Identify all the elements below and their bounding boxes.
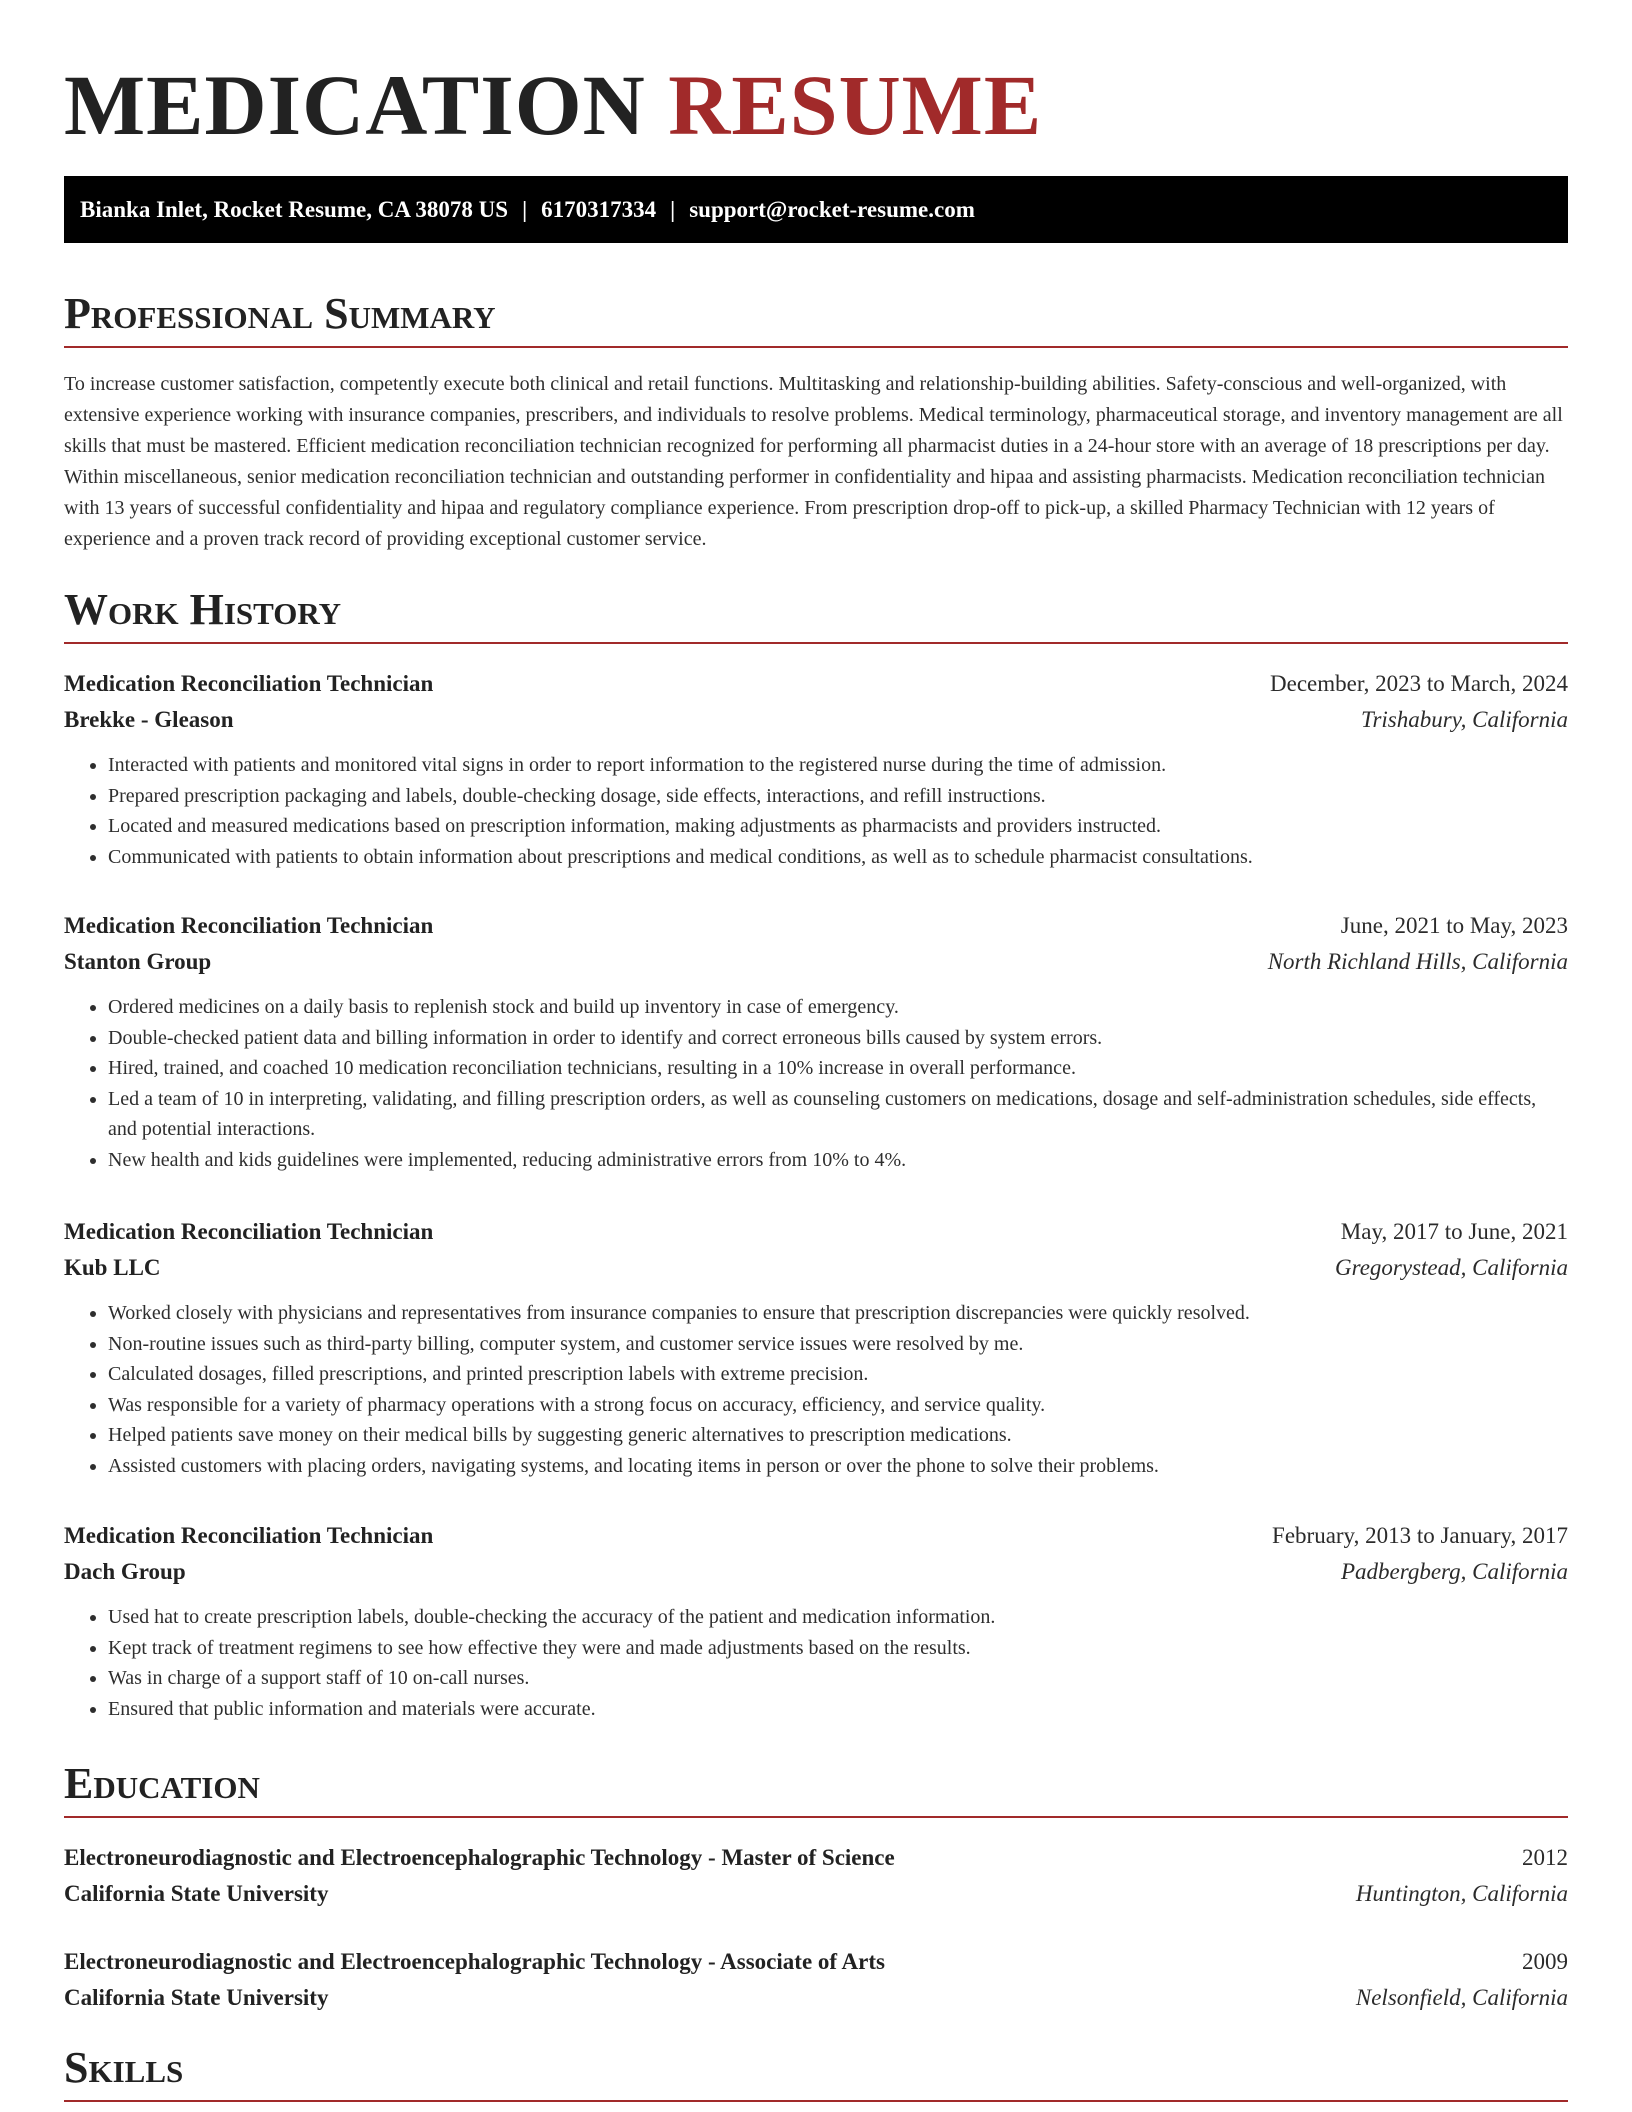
contact-email[interactable]: support@rocket-resume.com [689, 197, 975, 222]
job-bullet: • Used hat to create prescription labels, double-checking the accuracy of the patient and medication information. [108, 1602, 1568, 1633]
job-bullet: • Located and measured medications based on prescription information, making adjustments as pharmacists and providers instructed. [108, 811, 1568, 842]
contact-separator: | [670, 197, 676, 222]
job-bullet: • Communicated with patients to obtain information about prescriptions and medical conditions, as well as to schedule pharmacist consultations. [108, 842, 1568, 873]
job-location: North Richland Hills, California [1267, 949, 1568, 974]
job-entry [64, 666, 1568, 872]
section-heading-skills: Skills [64, 2038, 1568, 2102]
job-bullet: • Non-routine issues such as third-party billing, computer system, and customer service issues were resolved by me. [108, 1329, 1568, 1360]
job-bullet: • Led a team of 10 in interpreting, validating, and filling prescription orders, as well as counseling customers on medications, dosage and self-administration schedules, side effects, and potential interactions. [108, 1084, 1568, 1145]
job-company: Brekke - Gleason [64, 707, 234, 732]
education-school-row [64, 1876, 1568, 1912]
job-title-row [64, 666, 1568, 702]
education-year: 2012 [1522, 1845, 1568, 1870]
contact-phone[interactable]: 6170317334 [541, 197, 657, 222]
job-bullets [64, 1602, 1568, 1724]
job-title-row [64, 908, 1568, 944]
section-heading-work-history: Work History [64, 580, 1568, 644]
job-location: Padbergberg, California [1340, 1559, 1568, 1584]
job-bullet: • Hired, trained, and coached 10 medication reconciliation technicians, resulting in a 10% increase in overall performance. [108, 1053, 1568, 1084]
education-location: Huntington, California [1355, 1881, 1568, 1906]
job-bullet: • Ensured that public information and materials were accurate. [108, 1694, 1568, 1725]
job-company-row [64, 1250, 1568, 1286]
education-school-row [64, 1980, 1568, 2016]
job-location: Gregorystead, California [1335, 1255, 1568, 1280]
education-degree: Electroneurodiagnostic and Electroencephalographic Technology - Master of Science [64, 1845, 895, 1870]
job-bullet: • Was responsible for a variety of pharmacy operations with a strong focus on accuracy, efficiency, and service quality. [108, 1390, 1568, 1421]
resume-title [64, 0, 1568, 158]
job-dates: December, 2023 to March, 2024 [1270, 671, 1568, 696]
job-bullet: • Was in charge of a support staff of 10 on-call nurses. [108, 1663, 1568, 1694]
section-heading-education: Education [64, 1754, 1568, 1818]
job-company: Dach Group [64, 1559, 186, 1584]
job-company-row [64, 1554, 1568, 1590]
job-entry [64, 1214, 1568, 1481]
section-heading-summary: Professional Summary [64, 284, 1568, 348]
job-bullet: • Kept track of treatment regimens to see how effective they were and made adjustments based on the results. [108, 1633, 1568, 1664]
job-bullets [64, 750, 1568, 872]
job-bullet: • Prepared prescription packaging and labels, double-checking dosage, side effects, interactions, and refill instructions. [108, 781, 1568, 812]
job-bullet: • Ordered medicines on a daily basis to replenish stock and build up inventory in case of emergency. [108, 992, 1568, 1023]
education-school: California State University [64, 1881, 329, 1906]
job-company-row [64, 944, 1568, 980]
education-entry [64, 1840, 1568, 1912]
job-bullets [64, 1298, 1568, 1481]
job-company: Kub LLC [64, 1255, 161, 1280]
job-bullet: • Assisted customers with placing orders, navigating systems, and locating items in person or over the phone to solve their problems. [108, 1451, 1568, 1482]
education-entry [64, 1944, 1568, 2016]
education-location: Nelsonfield, California [1355, 1985, 1568, 2010]
job-bullet: • Worked closely with physicians and representatives from insurance companies to ensure that prescription discrepancies were quickly resolved. [108, 1298, 1568, 1329]
contact-address: Bianka Inlet, Rocket Resume, CA 38078 US [80, 197, 509, 222]
job-company: Stanton Group [64, 949, 212, 974]
title-part-1: MEDICATION [64, 57, 646, 153]
title-part-2: RESUME [668, 57, 1043, 153]
job-dates: May, 2017 to June, 2021 [1340, 1219, 1568, 1244]
job-bullet: • Interacted with patients and monitored vital signs in order to report information to the registered nurse during the time of admission. [108, 750, 1568, 781]
job-entry [64, 908, 1568, 1175]
job-dates: June, 2021 to May, 2023 [1340, 913, 1568, 938]
job-bullet: • Calculated dosages, filled prescriptions, and printed prescription labels with extreme precision. [108, 1359, 1568, 1390]
contact-separator: | [522, 197, 528, 222]
contact-bar [64, 176, 1568, 243]
job-title: Medication Reconciliation Technician [64, 1523, 434, 1548]
job-title-row [64, 1214, 1568, 1250]
job-bullet: • Double-checked patient data and billing information in order to identify and correct erroneous bills caused by system errors. [108, 1023, 1568, 1054]
job-company-row [64, 702, 1568, 738]
job-bullets [64, 992, 1568, 1175]
job-title: Medication Reconciliation Technician [64, 1219, 434, 1244]
education-degree-row [64, 1840, 1568, 1876]
resume-page [64, 0, 1568, 2092]
education-school: California State University [64, 1985, 329, 2010]
education-degree: Electroneurodiagnostic and Electroencephalographic Technology - Associate of Arts [64, 1949, 885, 1974]
job-bullet: • Helped patients save money on their medical bills by suggesting generic alternatives to prescription medications. [108, 1420, 1568, 1451]
summary-text: To increase customer satisfaction, competently execute both clinical and retail functions. Multitasking and relationship-building abilities. Safety-conscious and well-organized, with extensive experience working with insurance companies, prescribers, and individuals to resolve problems. Medical terminology, pharmaceutical storage, and inventory management are all skills that must be mastered. Efficient medication reconciliation technician recognized for performing all pharmacist duties in a 24-hour store with an average of 18 prescriptions per day. Within miscellaneous, senior medication reconciliation technician and outstanding performer in confidentiality and hipaa and assisting pharmacists. Medication reconciliation technician with 13 years of successful confidentiality and hipaa and regulatory compliance experience. From prescription drop-off to pick-up, a skilled Pharmacy Technician with 12 years of experience and a proven track record of providing exceptional customer service. [64, 373, 1563, 550]
education-degree-row [64, 1944, 1568, 1980]
job-bullet: • New health and kids guidelines were implemented, reducing administrative errors from 10% to 4%. [108, 1145, 1568, 1176]
job-entry [64, 1518, 1568, 1724]
job-title-row [64, 1518, 1568, 1554]
job-title: Medication Reconciliation Technician [64, 671, 434, 696]
education-year: 2009 [1522, 1949, 1568, 1974]
job-title: Medication Reconciliation Technician [64, 913, 434, 938]
job-dates: February, 2013 to January, 2017 [1272, 1523, 1568, 1548]
job-location: Trishabury, California [1360, 707, 1568, 732]
